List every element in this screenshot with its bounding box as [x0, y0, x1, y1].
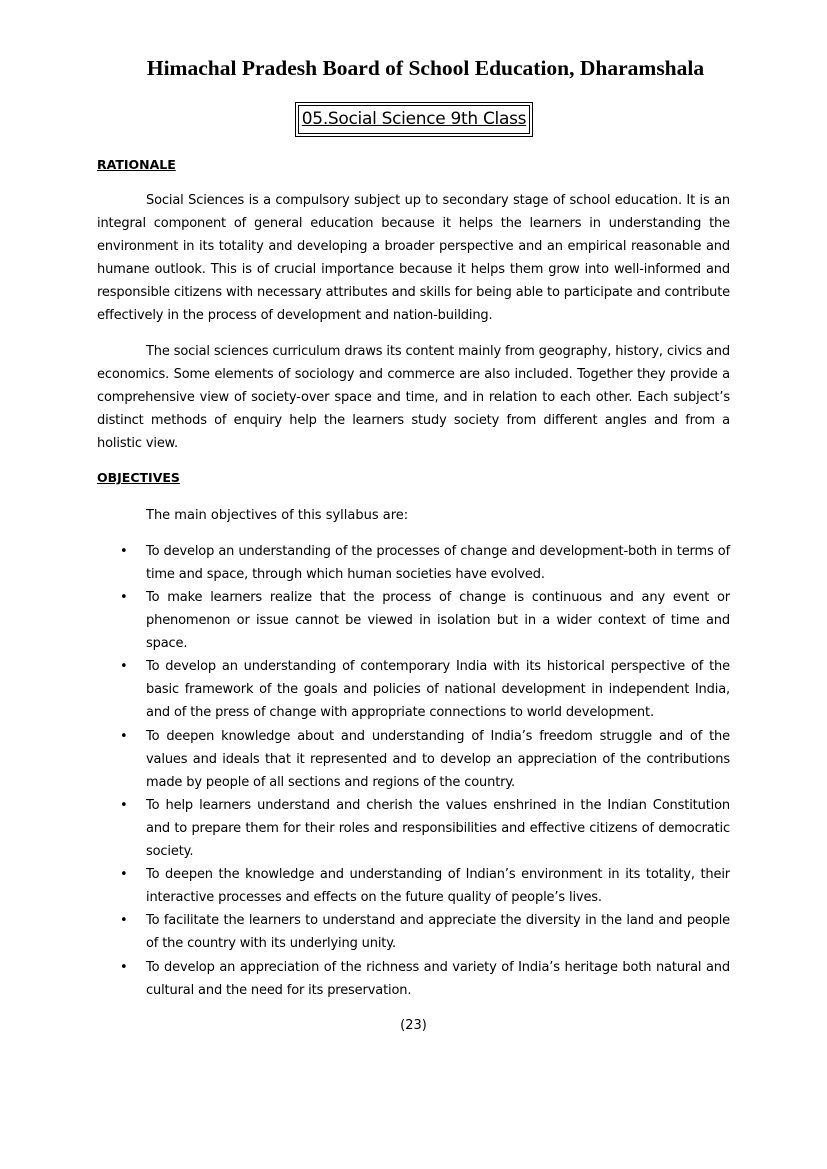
- list-item: [120, 725, 730, 794]
- objective-text: To facilitate the learners to understand and appreciate the diversity in the land and people of the country with its underlying unity.: [146, 913, 730, 951]
- objective-text: To help learners understand and cherish the values enshrined in the Indian Constitution and to prepare them for their roles and responsibilities and effective citizens of democratic society.: [146, 798, 730, 859]
- list-item: [120, 863, 730, 909]
- objective-text: To develop an understanding of the processes of change and development-both in terms of time and space, through which human societies have evolved.: [146, 544, 730, 582]
- objective-text: To develop an understanding of contemporary India with its historical perspective of the basic framework of the goals and policies of national development in independent India, and of the press of change with appropriate connections to world development.: [146, 659, 730, 720]
- rationale-paragraph-2: The social sciences curriculum draws its content mainly from geography, history, civics and economics. Some elements of sociology and commerce are also included. Together they provide a comprehensive view of society-over space and time, and in relation to each other. Each subject’s distinct methods of enquiry help the learners study society from different angles and from a holistic view.: [97, 344, 730, 451]
- bullet-icon: •: [120, 544, 128, 559]
- list-item: [120, 586, 730, 655]
- subject-title-box: [295, 102, 533, 137]
- list-item: [120, 540, 730, 586]
- bullet-icon: •: [120, 960, 128, 975]
- objectives-intro: The main objectives of this syllabus are:: [146, 508, 409, 523]
- bullet-icon: •: [120, 913, 128, 928]
- objective-text: To deepen knowledge about and understanding of India’s freedom struggle and of the values and ideals that it represented and to develop an appreciation of the contributions made by people of all sections and regions of the country.: [146, 729, 730, 790]
- subject-title: 05.Social Science 9th Class: [298, 105, 530, 134]
- list-item: [120, 794, 730, 863]
- page-number: (23): [400, 1018, 427, 1033]
- list-item: [120, 909, 730, 955]
- rationale-paragraph-1: Social Sciences is a compulsory subject up to secondary stage of school education. It is an integral component of general education because it helps the learners in understanding the environment in its totality and developing a broader perspective and an empirical reasonable and humane outlook. This is of crucial importance because it helps them grow into well-informed and responsible citizens with necessary attributes and skills for being able to participate and contribute effectively in the process of development and nation-building.: [97, 193, 730, 323]
- bullet-icon: •: [120, 867, 128, 882]
- bullet-icon: •: [120, 798, 128, 813]
- list-item: [120, 956, 730, 1002]
- bullet-icon: •: [120, 590, 128, 605]
- rationale-heading: RATIONALE: [97, 157, 176, 172]
- board-title: Himachal Pradesh Board of School Education, Dharamshala: [146, 56, 705, 80]
- objective-text: To develop an appreciation of the richness and variety of India’s heritage both natural and cultural and the need for its preservation.: [146, 960, 730, 998]
- objectives-heading: OBJECTIVES: [97, 470, 180, 485]
- objective-text: To deepen the knowledge and understanding of Indian’s environment in its totality, their interactive processes and effects on the future quality of people’s lives.: [146, 867, 730, 905]
- list-item: [120, 655, 730, 724]
- bullet-icon: •: [120, 729, 128, 744]
- objective-text: To make learners realize that the process of change is continuous and any event or phenomenon or issue cannot be viewed in isolation but in a wider context of time and space.: [146, 590, 730, 651]
- bullet-icon: •: [120, 659, 128, 674]
